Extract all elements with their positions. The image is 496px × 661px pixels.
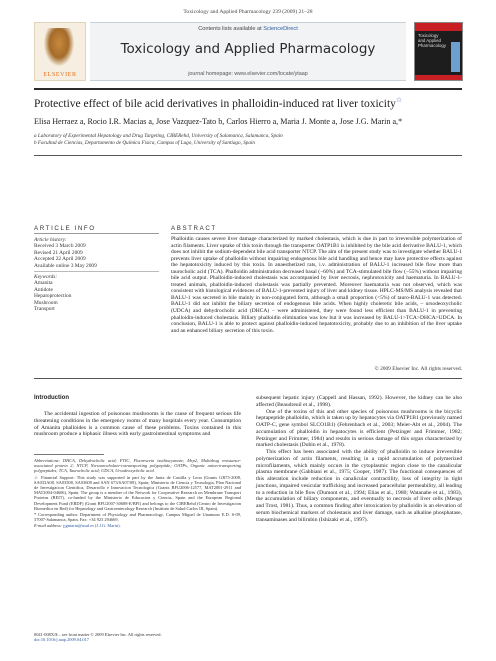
correspondence-footnote: * Corresponding author. Department of Physiology and Pharmacology, Campus Miguel de Unamuno E.D. S-09, 37007-Salamanca, Spain. Fax: +34 923 294669. (34, 512, 241, 523)
history-label: Article history: (34, 237, 67, 243)
history-item: Accepted 22 April 2009 (34, 256, 86, 263)
keyword: Amanita (34, 280, 53, 287)
intro-paragraph: The accidental ingestion of poisonous mushrooms is the cause of frequent serious life threatening conditions in the emergency rooms of many hospitals every year. Consumption of Amanita phalloides is a common cause of these problems. Toxins contained in this mushroom produce a biphasic illness with early gastrointestinal symptoms and (34, 411, 241, 438)
keyword: Hepatoprotection (34, 293, 72, 300)
history-item: Available online 3 May 2009 (34, 262, 97, 269)
cover-side-stripe (451, 42, 460, 72)
title-footnote-mark[interactable]: ☆ (395, 96, 403, 104)
contents-line (90, 26, 406, 32)
history-item: Received 3 March 2009 (34, 243, 86, 250)
cover-title (418, 33, 446, 48)
intro-right-column (256, 395, 462, 523)
abstract-rule (171, 233, 462, 234)
keyword: Transport (34, 306, 55, 313)
elsevier-logo (34, 22, 86, 81)
sciencedirect-link[interactable]: ScienceDirect (263, 26, 298, 32)
keyword: Mushroom (34, 299, 58, 306)
abbreviations-footnote: Abbreviations: DHCA, Dehydrocholic acid; FTIC, Fluorescein isothiocyanate; Mrp2, Multidrug resistance-associated protein 2; NTCP, Na-taurocholate-cotransporting polypeptide; OATPs, Organic anion-transporting polypeptides; TCA, Taurocholic acid; UDCA, Ursodeoxycholic acid. (34, 458, 241, 474)
email-footnote (34, 523, 241, 528)
introduction-heading: Introduction (34, 395, 69, 401)
email-link[interactable]: jjgmarin@usal.es (J.J.G. Marin). (63, 523, 121, 529)
abstract-copyright: © 2009 Elsevier Inc. All rights reserved. (374, 366, 462, 372)
keyword: Antidote (34, 286, 53, 293)
footnote-rule (34, 454, 104, 455)
article-title (34, 96, 462, 110)
intro-paragraph: subsequent hepatic injury (Cappell and Hassan, 1992). However, the kidney can be also affected (Beaudreuil et al., 1998). (256, 395, 462, 408)
cover-band-bottom (415, 75, 462, 80)
email-label: E-mail address: (34, 523, 63, 529)
doi-link[interactable]: doi:10.1016/j.taap.2009.04.017 (34, 637, 90, 643)
intro-paragraph: This effect has been associated with the ability of phalloidin to induce irreversible polymerization of actin filaments, resulting in a rapid accumulation of polymerized microfilaments, which mainly occurs in the cytoplasmic region close to the canalicular plasma membrane (Gabbiani et al., 1975; Cooper, 1987). The functional consequences of this alteration include reduction in canalicular contractility, loss of integrity in tight junctions, impaired vesicular trafficking and increased paracellular permeability, all leading to a reduction in bile flow (Dumont et al., 1994; Elias et al., 1980; Watanabe et al., 1983), the accumulation of biliary components, and eventually to necrosis of liver cells (Mengs and Trost, 1981). Thus, a common finding after intoxication by phalloidin is an elevation of serum biochemical markers of cholestasis and liver damage, such as alkaline phosphatase, transaminases and bilirubin (Ishizaki et al., 1997). (256, 449, 462, 523)
abstract-heading: ABSTRACT (171, 225, 217, 232)
cover-band-top (415, 23, 462, 31)
abstract-body: Phalloidin causes severe liver damage characterized by marked cholestasis, which is due in part to irreversible polymerization of actin filaments. Liver uptake of this toxin through the transporter OATP1B1 is inhibited by the bile acid derivative BALU-1, which does not inhibit the sodium-dependent bile acid transporter NTCP. The aim of the present study was to investigate whether BALU-1 prevents liver uptake of phalloidin without impairing endogenous bile acid handling and hence may have protective effects against the hepatotoxicity induced by this toxin. In anaesthetized rats, i.v. administration of BALU-1 increased bile flow more than taurocholic acid (TCA). Phalloidin administration decreased basal (−60%) and TCA-stimulated bile flow (−55%) without impairing bile acid output. Phalloidin-induced cholestasis was accompanied by liver necrosis, nephrotoxicity and haematuria. In BALU-1-treated animals, phalloidin-induced cholestasis was partially prevented. Moreover haematuria was not observed, which was consistent with histological evidences of BALU-1-prevented injury of liver and kidney tissue. HPLC-MS/MS analysis revealed that BALU-1 was secreted in bile mainly in non-conjugated form, although a small proportion (<5%) of tauro-BALU-1 was detected. BALU-1 did not inhibit the biliary secretion of endogenous bile acids. When highly choleretic bile acids, – ursodeoxycholic (UDCA) and dehydrocholic acid (DHCA) – were administered, they were found less efficient than BALU-1 in preventing phalloidin-induced cholestasis. Biliary phalloidin elimination was low but it was increased by BALU-1>TCA>DHCA>UDCA. In conclusion, BALU-1 is able to protect against phalloidin-induced hepatotoxicity, probably due to an inhibition of the liver uptake and an enhanced biliary secretion of this toxin. (171, 236, 462, 334)
journal-masthead (34, 22, 462, 86)
affiliation-b: b Facultad de Ciencias, Departamento de Química Física, Campus of Lugo, University of Santiago, Spain (34, 140, 256, 146)
elsevier-tree-icon (44, 28, 74, 66)
article-info-rule (34, 233, 159, 234)
journal-cover-thumbnail (414, 22, 463, 81)
keywords-block (34, 274, 159, 312)
keywords-label: Keywords: (34, 274, 58, 280)
affiliation-a: a Laboratory of Experimental Hepatology and Drug Targeting, CIBERehd, University of Salamanca, Salamanca, Spain (34, 133, 283, 139)
article-info-heading: ARTICLE INFO (34, 225, 96, 232)
footnotes (34, 458, 241, 530)
intro-paragraph: One of the toxins of this and other species of poisonous mushrooms is the bicyclic heptapeptide phalloidin, which is taken up by hepatocytes via OATP1B1 (previously named OATP-C, gene symbol SLCO1B1) (Fehrenbach et al., 2003; Meier-Abt et al., 2004). The accumulation of phalloidin in hepatocytes is efficient (Petzinger and Frimmer, 1982; Petzinger and Frimmer, 1984) and results in serious damage of this organ characterized by marked cholestasis (Dubin et al., 1978). (256, 408, 462, 449)
article-history (34, 237, 159, 269)
cover-line: and Applied (418, 38, 441, 43)
header-divider (34, 155, 462, 156)
history-item: Revised 21 April 2009 (34, 249, 83, 256)
cover-line: Pharmacology (418, 43, 447, 48)
publisher-name: ELSEVIER (43, 72, 77, 78)
intro-left-column (34, 411, 241, 438)
masthead-rule (34, 88, 462, 90)
journal-homepage-link[interactable]: journal homepage: www.elsevier.com/locate/ytaap (188, 71, 308, 77)
abstract-bottom-rule (34, 378, 462, 379)
cover-line: Toxicology (418, 33, 439, 38)
support-footnote: ☆ Financial Support: This study was supported in part by the Junta de Castilla y Leon (Grants GR75-2008, SA033A08, SA03508, SA03608 and SAN 673/SA07/08), Spain; Ministerio de Ciencia y Tecnologia, Plan Nacional de Investigacion Cientifica, Desarrollo e Innovacion Tecnologica (Grants BFU2006-12577, MAT2001-2911 and MAT2004-04606), Spain. The group is a member of the Network for Cooperative Research on Membrane Transport Proteins (REIT), co-funded by the Ministerio de Educacion y Ciencia, Spain and the European Regional Development Fund (ERDF) (Grant BFU2007-30688-E/BFI) and belongs to the CIBERehd (Centro de Investigacion Biomedica en Red) for Hepatology and Gastroenterology Research (Instituto de Salud Carlos III, Spain). (34, 474, 241, 511)
author-list: Elisa Herraez a, Rocio I.R. Macias a, Jose Vazquez-Tato b, Carlos Hierro a, Maria J. Monte a, Jose J.G. Marin a,* (34, 117, 403, 126)
running-header: Toxicology and Applied Pharmacology 239 (2009) 21–28 (183, 9, 313, 15)
journal-title: Toxicology and Applied Pharmacology (120, 41, 376, 57)
journal-banner (90, 22, 406, 81)
article-meta (34, 632, 241, 642)
issn-line: 0041-008X/$ – see front matter © 2009 Elsevier Inc. All rights reserved. (34, 632, 162, 637)
contents-prefix: Contents lists available at (198, 26, 262, 32)
article-title-text: Protective effect of bile acid derivatives in phalloidin-induced rat liver toxicity (34, 97, 396, 110)
keywords-rule (34, 271, 159, 272)
